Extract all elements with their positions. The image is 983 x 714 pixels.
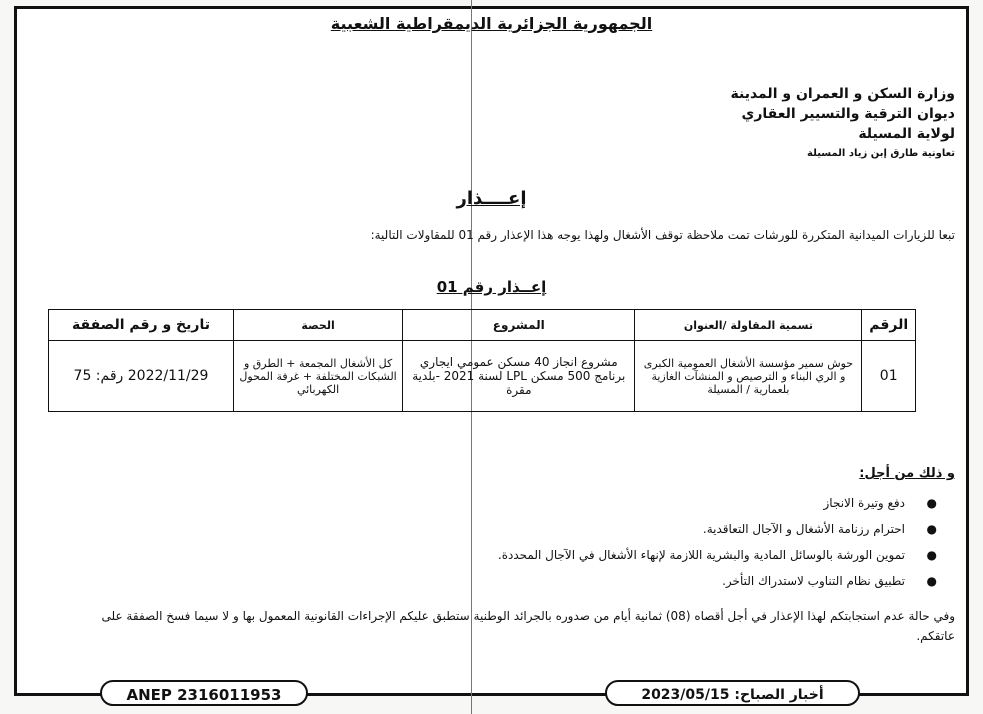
cell-lot: كل الأشغال المجمعة + الطرق و الشبكات المختلفة + غرفة المحول الكهربائي bbox=[233, 341, 402, 412]
cell-contractor: حوش سمير مؤسسة الأشغال العمومية الكبرى و الري البناء و الترصيص و المنشآت الغازية بلعمارية / المسيلة bbox=[635, 341, 862, 412]
notice-number-heading: إعــذار رقم 01 bbox=[436, 278, 547, 296]
col-header-number: الرقم bbox=[862, 310, 916, 341]
closing-paragraph: وفي حالة عدم استجابتكم لهذا الإعذار في أجل أقصاه (08) ثمانية أيام من صدوره بالجرائد الوطنية ستطبق عليكم الإجراءات القانونية المعمول بها و لا سيما فسخ الصفقة على عاتقكم. bbox=[101, 609, 955, 643]
wilaya-name: لولاية المسيلة bbox=[858, 126, 955, 142]
table-row bbox=[49, 341, 916, 412]
purpose-label: و ذلك من أجل: bbox=[859, 466, 955, 481]
republic-header: الجمهورية الجزائرية الديمقراطية الشعبية bbox=[330, 14, 653, 33]
list-item bbox=[498, 490, 955, 516]
contractors-table bbox=[48, 309, 916, 412]
bullet-icon: ● bbox=[926, 496, 937, 510]
col-header-lot: الحصة bbox=[233, 310, 402, 341]
list-item bbox=[498, 542, 955, 568]
col-header-contract-date: تاريخ و رقم الصفقة bbox=[49, 310, 234, 341]
reason-text: دفع وتيرة الانجاز bbox=[823, 496, 905, 510]
bullet-icon: ● bbox=[926, 548, 937, 562]
col-header-contractor: تسمية المقاولة /العنوان bbox=[635, 310, 862, 341]
cell-project: مشروع انجاز 40 مسكن عمومي ايجاري برنامج 500 مسكن LPL لسنة 2021 -بلدية مقرة bbox=[403, 341, 635, 412]
reason-text: تطبيق نظام التناوب لاستدراك التأخر. bbox=[722, 574, 905, 588]
col-header-project: المشروع bbox=[403, 310, 635, 341]
office-name: ديوان الترقية والتسيير العقاري bbox=[741, 106, 955, 122]
reason-text: احترام رزنامة الأشغال و الآجال التعاقدية. bbox=[702, 522, 905, 536]
notice-heading: إعــــذار bbox=[456, 188, 527, 209]
reasons-list bbox=[498, 490, 955, 594]
notice-intro: تبعا للزيارات الميدانية المتكررة للورشات تمت ملاحظة توقف الأشغال ولهذا يوجه هذا الإعذار رقم 01 للمقاولات التالية: bbox=[370, 228, 955, 242]
issuing-organization bbox=[0, 84, 955, 164]
anep-reference: ANEP 2316011953 bbox=[100, 680, 308, 706]
reason-text: تموين الورشة بالوسائل المادية والبشرية اللازمة لإنهاء الأشغال في الآجال المحددة. bbox=[497, 548, 905, 562]
bullet-icon: ● bbox=[926, 522, 937, 536]
office-address: تعاونية طارق إبن زياد المسيلة bbox=[807, 148, 955, 159]
newspaper-date: أخبار الصباح: 2023/05/15 bbox=[605, 680, 860, 706]
cell-number: 01 bbox=[862, 341, 916, 412]
cell-contract-date: 2022/11/29 رقم: 75 bbox=[49, 341, 234, 412]
ministry-name: وزارة السكن و العمران و المدينة bbox=[730, 86, 955, 102]
table-header-row bbox=[49, 310, 916, 341]
bullet-icon: ● bbox=[926, 574, 937, 588]
list-item bbox=[498, 516, 955, 542]
list-item bbox=[498, 568, 955, 594]
